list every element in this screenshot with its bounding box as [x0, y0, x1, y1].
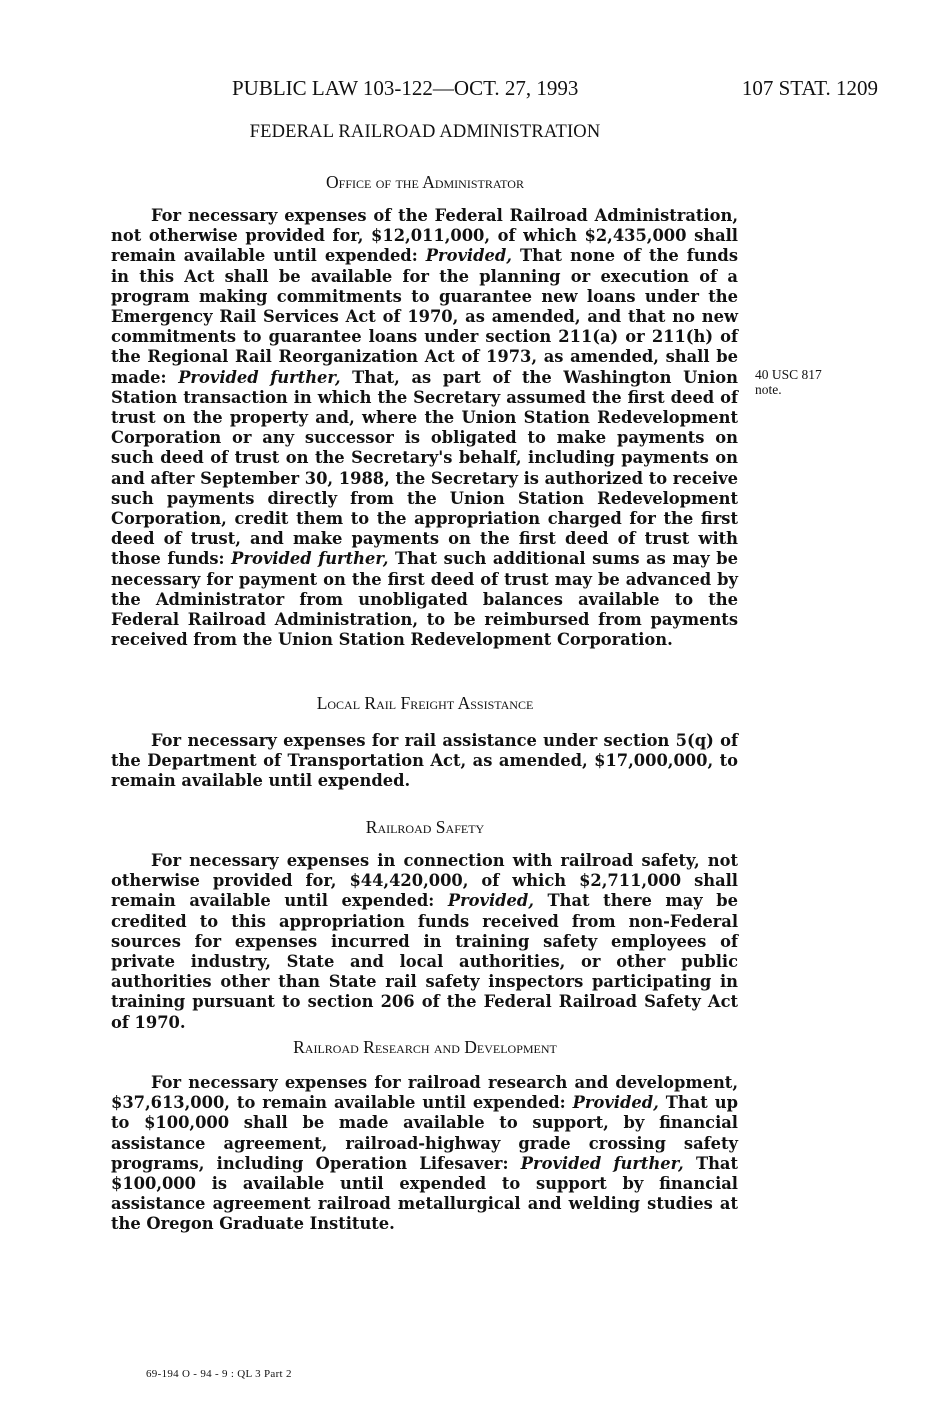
- print-job-code: 69-194 O - 94 - 9 : QL 3 Part 2: [146, 1368, 292, 1380]
- law-date-header: PUBLIC LAW 103-122—OCT. 27, 1993: [232, 76, 579, 100]
- margin-citation-note: [755, 367, 855, 397]
- margin-citation-suffix: note.: [755, 382, 782, 397]
- section-body-office-of-administrator: For necessary expenses of the Federal Railroad Administration, not otherwise provided for, $12,011,000, of which $2,435,000 shall remain available until expended: Provided, That none of the funds in this Act shall be available for the planning or execution of a program making commitments to guarantee new loans under the Emergency Rail Services Act of 1970, as amended, and that no new commitments to guarantee loans under section 211(a) or 211(h) of the Regional Rail Reorganization Act of 1973, as amended, shall be made: Provided further, That, as part of the Washington Union Station transaction in which the Secretary assumed the first deed of trust on the property and, where the Union Station Redevelopment Corporation or any successor is obligated to make payments on such deed of trust on the Secretary's behalf, including payments on and after September 30, 1988, the Secretary is authorized to receive such payments directly from the Union Station Redevelopment Corporation, credit them to the appropriation charged for the first deed of trust, and make payments on the first deed of trust with those funds: Provided further, That such additional sums as may be necessary for payment on the first deed of trust may be advanced by the Administrator from unobligated balances available to the Federal Railroad Administration, to be reimbursed from payments received from the Union Station Redevelopment Corporation.: [111, 206, 738, 650]
- section-body-local-rail-freight: For necessary expenses for rail assistance under section 5(q) of the Department of Transportation Act, as amended, $17,000,000, to remain available until expended.: [111, 731, 738, 791]
- section-body-railroad-safety: For necessary expenses in connection with railroad safety, not otherwise provided for, $44,420,000, of which $2,711,000 shall remain available until expended: Provided, That there may be credited to this appropriation funds received from non-Federal sources for expenses incurred in training safety employees of private industry, State and local authorities, or other public authorities other than State rail safety inspectors participating in training pursuant to section 206 of the Federal Railroad Safety Act of 1970.: [111, 851, 738, 1032]
- running-header: [232, 76, 878, 104]
- section-heading-local-rail-freight: Local Rail Freight Assistance: [316, 693, 534, 713]
- section-heading-railroad-safety: Railroad Safety: [365, 817, 485, 837]
- section-body-railroad-research: For necessary expenses for railroad research and development, $37,613,000, to remain available until expended: Provided, That up to $100,000 shall be made available to support, by financial assistance agreement, railroad-highway grade crossing safety programs, including Operation Lifesaver: Provided further, That $100,000 is available until expended to support by financial assistance agreement railroad metallurgical and welding studies at the Oregon Graduate Institute.: [111, 1073, 738, 1234]
- margin-citation: 40 USC 817: [755, 367, 822, 382]
- stat-page-reference: 107 STAT. 1209: [741, 76, 878, 100]
- section-heading-office-of-administrator: Office of the Administrator: [326, 172, 524, 192]
- section-heading-railroad-research: Railroad Research and Development: [293, 1037, 557, 1057]
- agency-title: FEDERAL RAILROAD ADMINISTRATION: [249, 122, 601, 142]
